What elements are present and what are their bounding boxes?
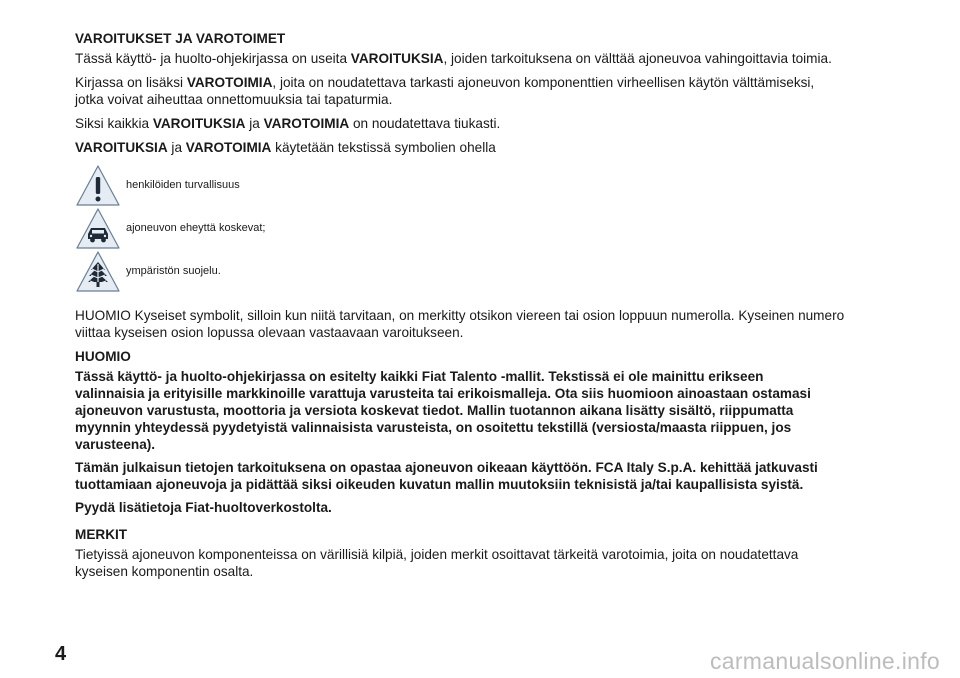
note-paragraph: HUOMIO Kyseiset symbolit, silloin kun niitä tarvitaan, on merkitty otsikon viereen tai osion loppuun numerolla. Kyseinen numero viittaa kyseisen osion lopussa olevaan vastaavaan varoitukseen.: [75, 308, 845, 340]
huomio-paragraph-3: Pyydä lisätietoja Fiat-huoltoverkostolta.: [75, 500, 332, 515]
page-number: 4: [55, 643, 67, 665]
merkit-paragraph: Tietyissä ajoneuvon komponenteissa on värillisiä kilpiä, joiden merkit osoittavat tärkeitä varotoimia, joita on noudatettava kyseisen komponentin osalta.: [75, 547, 799, 579]
intro-paragraph-2: Kirjassa on lisäksi VAROTOIMIA, joita on noudatettava tarkasti ajoneuvon komponenttien virheellisen käytön välttämiseksi, jotka voivat aiheuttaa onnettomuuksia tai tapaturmia.: [75, 75, 815, 107]
tree-icon: [75, 250, 121, 293]
symbol-label: ympäristön suojelu.: [126, 265, 221, 277]
exclamation-icon: [75, 164, 121, 207]
section-title: VAROITUKSET JA VAROTOIMET: [75, 31, 286, 46]
symbol-label: henkilöiden turvallisuus: [126, 179, 240, 191]
huomio-paragraph-1: Tässä käyttö- ja huolto-ohjekirjassa on esitelty kaikki Fiat Talento -mallit. Tekstissä ei ole mainittu erikseen valinnaisia ja erityisille markkinoille varattuja varusteita tai erikoismalleja. Ota siis huomioon ainoastaan ostamasi ajoneuvon varustusta, moottoria ja versiota koskevat tiedot. Mallin tuotannon aikana lisätty sisältö, riippumatta myynnin yhteydessä pyydetyistä valinnaisista varusteista, on osoitettu tekstillä (versiosta/maasta riippuen, jos varusteena).: [75, 369, 811, 452]
huomio-paragraph-2: Tämän julkaisun tietojen tarkoituksena on opastaa ajoneuvon oikeaan käyttöön. FCA Italy S.p.A. kehittää jatkuvasti tuottamiaan ajoneuvoja ja pidättää siksi oikeuden kuvatun mallin muutoksiin teknisistä ja/tai kaupallisista syistä.: [75, 460, 818, 492]
car-icon: [75, 207, 121, 250]
intro-paragraph-3: Siksi kaikkia VAROITUKSIA ja VAROTOIMIA on noudatettava tiukasti.: [75, 116, 501, 131]
symbol-row-vehicle-integrity: [75, 207, 885, 250]
watermark-text: carmanualsonline.info: [709, 648, 940, 674]
symbol-row-personal-safety: [75, 164, 885, 207]
symbol-label: ajoneuvon eheyttä koskevat;: [126, 222, 266, 234]
huomio-heading: HUOMIO: [75, 349, 131, 364]
intro-paragraph-4: VAROITUKSIA ja VAROTOIMIA käytetään tekstissä symbolien ohella: [75, 140, 496, 155]
symbol-row-environment: [75, 250, 885, 293]
intro-paragraph-1: Tässä käyttö- ja huolto-ohjekirjassa on useita VAROITUKSIA, joiden tarkoituksena on välttää ajoneuvoa vahingoittavia toimia.: [75, 51, 832, 66]
merkit-heading: MERKIT: [75, 527, 128, 542]
symbol-list: [75, 164, 885, 293]
manual-page: [75, 30, 885, 587]
